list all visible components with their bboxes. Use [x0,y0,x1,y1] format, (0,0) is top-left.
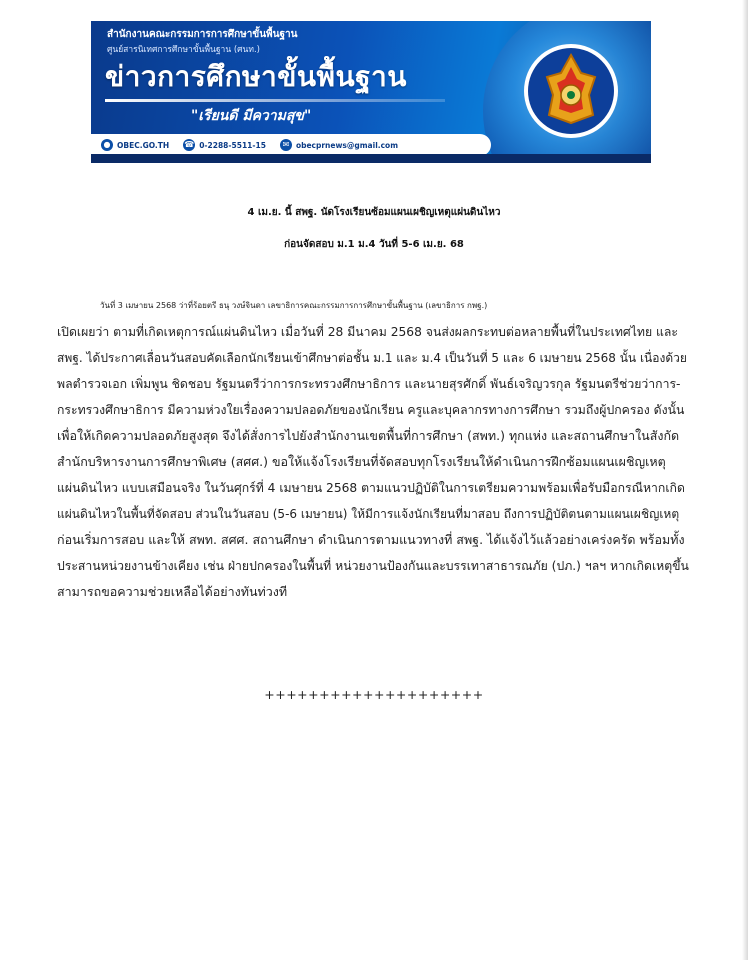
banner-org-subname: ศูนย์สารนิเทศการศึกษาขั้นพื้นฐาน (ศนท.) [107,45,260,55]
body-line: วันที่ 3 เมษายน 2568 ว่าที่ร้อยตรี ธนุ วงษ์จินดา เลขาธิการคณะกรรมการการศึกษาขั้นพื้นฐาน (เลขาธิการ กพฐ.) [100,301,488,310]
globe-icon: ● [101,139,113,151]
banner-bottom-bar [91,154,651,163]
article-end-divider: ++++++++++++++++++++ [264,687,484,702]
obec-emblem-icon [523,43,619,139]
body-line: กระทรวงศึกษาธิการ มีความห่วงใยเรื่องความปลอดภัยของนักเรียน ครูและบุคลากรทางการศึกษา รวมถึงผู้ปกครอง ดังนั้น [57,403,685,417]
banner-headline: ข่าวการศึกษาขั้นพื้นฐาน [105,60,407,93]
body-line: ก่อนเริ่มการสอบ และให้ สพท. สศศ. สถานศึกษา ดำเนินการตามแนวทางที่ สพฐ. ได้แจ้งไว้แล้วอย่างเคร่งครัด พร้อมทั้ง [57,532,685,547]
banner-contacts [91,134,491,156]
body-line: สำนักบริหารงานการศึกษาพิเศษ (สศศ.) ขอให้แจ้งโรงเรียนที่จัดสอบทุกโรงเรียนให้ดำเนินการฝึกซ้อมแผนเผชิญเหตุ [57,454,666,469]
body-line: แผ่นดินไหวในพื้นที่จัดสอบ ส่วนในวันสอบ (5-6 เมษายน) ให้มีการแจ้งนักเรียนที่มาสอบ ถึงการปฏิบัติตนตามแผนเผชิญเหตุ [57,507,680,521]
body-line: สพฐ. ได้ประกาศเลื่อนวันสอบคัดเลือกนักเรียนเข้าศึกษาต่อชั้น ม.1 และ ม.4 เป็นวันที่ 5 และ 6 เมษายน 2568 นั้น เนื่องด้วย [57,351,687,365]
contact-website[interactable]: ● OBEC.GO.TH [101,139,169,151]
banner-org-name: สำนักงานคณะกรรมการการศึกษาขั้นพื้นฐาน [107,29,298,40]
contact-email[interactable]: ✉ obecprnews@gmail.com [280,139,398,151]
phone-icon: ☎ [184,140,195,149]
news-banner [91,21,651,163]
body-line: แผ่นดินไหว แบบเสมือนจริง ในวันศุกร์ที่ 4 เมษายน 2568 ตามแนวปฏิบัติในการเตรียมความพร้อมเพื่อรับมือกรณีหากเกิด [57,481,685,495]
page-edge-shadow [742,0,748,960]
banner-slogan: "เรียนดี มีความสุข" [191,108,312,124]
body-line: เปิดเผยว่า ตามที่เกิดเหตุการณ์แผ่นดินไหว เมื่อวันที่ 28 มีนาคม 2568 จนส่งผลกระทบต่อหลายพื้นที่ในประเทศไทย และ [57,325,678,339]
article-title-line1: 4 เม.ย. นี้ สพฐ. นัดโรงเรียนซ้อมแผนเผชิญเหตุแผ่นดินไหว [247,207,501,218]
article-title-line2: ก่อนจัดสอบ ม.1 ม.4 วันที่ 5-6 เม.ย. 68 [284,239,464,250]
body-line: เพื่อให้เกิดความปลอดภัยสูงสุด จึงได้สั่งการไปยังสำนักงานเขตพื้นที่การศึกษา (สพท.) ทุกแห่ง และสถานศึกษาในสังกัด [57,428,680,443]
body-line: สามารถขอความช่วยเหลือได้อย่างทันท่วงที [57,584,288,599]
banner-headline-underline [105,99,445,102]
body-line: ประสานหน่วยงานข้างเคียง เช่น ฝ่ายปกครองในพื้นที่ หน่วยงานป้องกันและบรรเทาสาธารณภัย (ปภ.) ฯลฯ หากเกิดเหตุขึ้น [57,559,689,573]
contact-phone[interactable]: ☎ 0-2288-5511-15 [184,140,266,150]
body-line: พลตำรวจเอก เพิ่มพูน ชิดชอบ รัฐมนตรีว่าการกระทรวงศึกษาธิการ และนายสุรศักดิ์ พันธ์เจริญวรกุล รัฐมนตรีช่วยว่าการ- [57,377,681,391]
mail-icon: ✉ [280,139,292,151]
article-body [57,293,689,605]
